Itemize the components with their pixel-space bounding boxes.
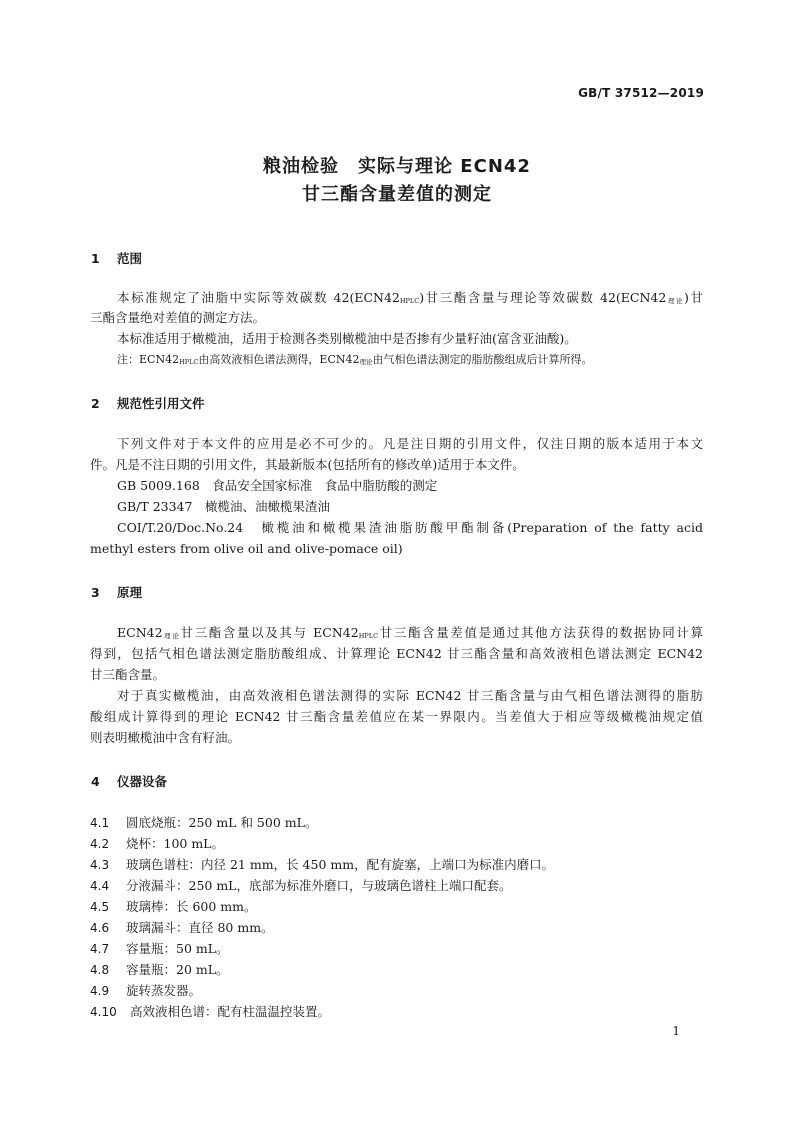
item-number: 4.3	[90, 858, 110, 872]
subscript: HPLC	[179, 358, 199, 366]
item-number: 4.8	[90, 963, 110, 977]
item-number: 4.7	[90, 942, 110, 956]
text-run: 由高效液相色谱法测得，ECN42	[198, 353, 360, 366]
subscript: 理论	[359, 358, 373, 366]
text-run: )甘	[684, 290, 703, 305]
section-title: 仪器设备	[117, 774, 168, 789]
text-run: 甘三酯含量差值是通过其他方法获得的数据协同计算	[378, 625, 703, 640]
equipment-item	[90, 939, 229, 957]
text-run: )甘三酯含量与理论等效碳数 42(ECN42	[419, 290, 667, 305]
section-heading-normative-references	[91, 394, 205, 412]
equipment-item	[90, 855, 554, 873]
text-run: 由气相色谱法测定的脂肪酸组成后计算所得。	[372, 353, 593, 366]
equipment-item	[90, 960, 229, 978]
section-title: 原理	[117, 585, 143, 600]
item-number: 4.6	[90, 921, 110, 935]
text-run: 注：ECN42	[117, 353, 180, 366]
section-number: 4	[91, 774, 100, 789]
subscript: 理论	[666, 297, 685, 305]
section-heading-apparatus	[91, 772, 167, 790]
item-number: 4.5	[90, 900, 110, 914]
standard-number: GB/T 37512—2019	[578, 86, 704, 100]
reference-gb-5009-168: GB 5009.168 食品安全国家标准 食品中脂肪酸的测定	[117, 478, 438, 493]
section-heading-principle	[91, 583, 142, 601]
equipment-item	[90, 1002, 330, 1020]
equipment-item	[90, 918, 274, 936]
item-text: 旋转蒸发器。	[126, 983, 202, 998]
section-heading-scope	[91, 249, 142, 267]
text-run: 本标准规定了油脂中实际等效碳数 42(ECN42	[117, 290, 400, 305]
scope-note	[117, 350, 593, 372]
item-text: 玻璃漏斗：直径 80 mm。	[126, 920, 274, 935]
item-text: 容量瓶：50 mL。	[126, 941, 229, 956]
item-number: 4.10	[90, 1005, 117, 1019]
principle-paragraph-2-line-3: 则表明橄榄油中含有籽油。	[90, 730, 241, 745]
references-intro-line-2: 件。凡是不注日期的引用文件，其最新版本(包括所有的修改单)适用于本文件。	[90, 457, 525, 472]
reference-coi-line-1: COI/T.20/Doc.No.24 橄榄油和橄榄果渣油脂肪酸甲酯制备(Preparation of the fatty acid	[117, 520, 703, 535]
page-number: 1	[672, 1024, 680, 1038]
item-text: 玻璃色谱柱：内径 21 mm，长 450 mm，配有旋塞，上端口为标准内磨口。	[126, 857, 555, 872]
equipment-item	[90, 897, 257, 915]
subscript: HPLC	[399, 297, 420, 305]
reference-gb-t-23347: GB/T 23347 橄榄油、油橄榄果渣油	[117, 499, 330, 514]
item-number: 4.4	[90, 879, 110, 893]
item-text: 圆底烧瓶：250 mL 和 500 mL。	[126, 815, 318, 830]
principle-paragraph-2-line-1: 对于真实橄榄油，由高效液相色谱法测得的实际 ECN42 甘三酯含量与由气相色谱法测得的脂肪	[117, 688, 703, 703]
scope-paragraph-1-line-2: 三酯含量绝对差值的测定方法。	[90, 310, 266, 325]
item-text: 玻璃棒：长 600 mm。	[126, 899, 257, 914]
references-intro-line-1: 下列文件对于本文件的应用是必不可少的。凡是注日期的引用文件，仅注日期的版本适用于本文	[117, 436, 703, 451]
principle-paragraph-1-line-1	[117, 623, 703, 646]
section-title: 范围	[117, 251, 143, 266]
subscript: HPLC	[358, 632, 379, 640]
reference-coi-line-2: methyl esters from olive oil and olive-pomace oil)	[90, 541, 403, 556]
principle-paragraph-2-line-2: 酸组成计算得到的理论 ECN42 甘三酯含量差值应在某一界限内。当差值大于相应等级橄榄油规定值	[90, 709, 703, 724]
item-number: 4.2	[90, 837, 110, 851]
principle-paragraph-1-line-3: 甘三酯含量。	[90, 667, 166, 682]
item-text: 高效液相色谱：配有柱温温控装置。	[130, 1004, 331, 1019]
scope-paragraph-2: 本标准适用于橄榄油，适用于检测各类别橄榄油中是否掺有少量籽油(富含亚油酸)。	[117, 331, 577, 346]
equipment-item	[90, 981, 201, 999]
text-run: 甘三酯含量以及其与 ECN42	[180, 625, 359, 640]
section-title: 规范性引用文件	[117, 396, 205, 411]
text-run: ECN42	[117, 625, 163, 640]
item-number: 4.9	[90, 984, 110, 998]
equipment-item	[90, 834, 224, 852]
section-number: 2	[91, 396, 100, 411]
document-title-line-2: 甘三酯含量差值的测定	[302, 184, 492, 205]
item-text: 烧杯：100 mL。	[126, 836, 224, 851]
subscript: 理论	[162, 632, 181, 640]
item-text: 分液漏斗：250 mL，底部为标准外磨口，与玻璃色谱柱上端口配套。	[126, 878, 512, 893]
document-title-line-1: 粮油检验 实际与理论 ECN42	[263, 156, 531, 177]
equipment-item	[90, 876, 512, 894]
principle-paragraph-1-line-2: 得到，包括气相色谱法测定脂肪酸组成、计算理论 ECN42 甘三酯含量和高效液相色谱法测定 ECN42	[90, 646, 703, 661]
item-number: 4.1	[90, 816, 110, 830]
section-number: 1	[91, 251, 100, 266]
item-text: 容量瓶：20 mL。	[126, 962, 229, 977]
equipment-item	[90, 813, 317, 831]
section-number: 3	[91, 585, 100, 600]
